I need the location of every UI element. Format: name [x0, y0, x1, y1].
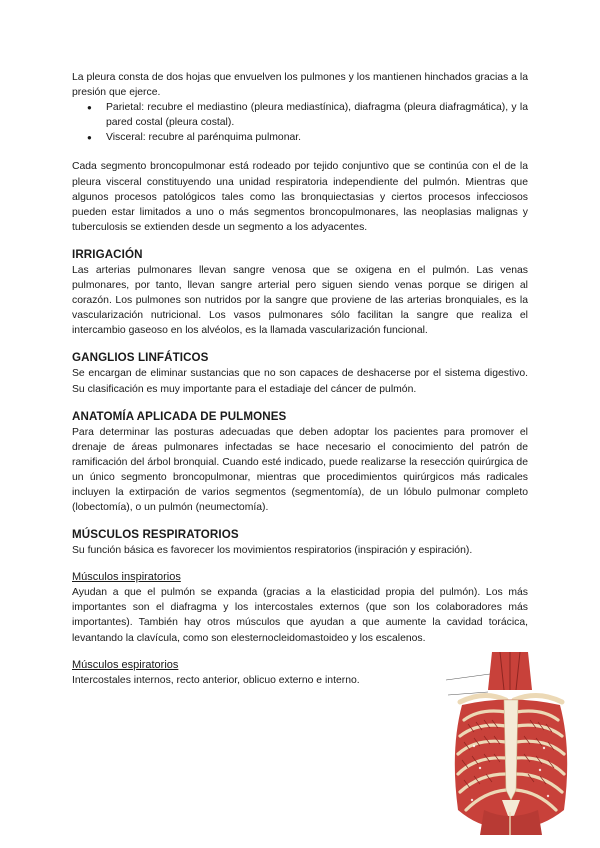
thorax-muscles-illustration [444, 650, 576, 835]
musculos-paragraph: Su función básica es favorecer los movimientos respiratorios (inspiración y espiración). [72, 545, 473, 557]
label-leader-lines [446, 674, 490, 695]
ganglios-paragraph: Se encargan de eliminar sustancias que no son capaces de deshacerse por el sistema digestivo. Su clasificación es muy importante para el estadiaje del cáncer de pulmón. [72, 368, 528, 395]
irrigacion-paragraph: Las arterias pulmonares llevan sangre venosa que se oxigena en el pulmón. Las venas pulmonares, por tanto, llevan sangre arterial pero siguen siendo venas porque se dirigen al corazón. Los pulmones son nutridos por la sangre que proviene de las arterias bronquiales, es la vascularización nutricional. Los vasos pulmonares sólo facilitan la sangre que realiza el intercambio gaseoso en los alvéolos, es la llamada vascularización funcional. [72, 264, 528, 337]
musculos-heading: MÚSCULOS RESPIRATORIOS [72, 528, 239, 542]
espiratorios-subheading: Músculos espiratorios [72, 658, 179, 671]
ganglios-heading: GANGLIOS LINFÁTICOS [72, 351, 209, 365]
list-item: ● Parietal: recubre el mediastino (pleura mediastínica), diafragma (pleura diafragmática), y la pared costal (pleura costal). [72, 100, 528, 130]
pleura-intro-paragraph: La pleura consta de dos hojas que envuelven los pulmones y los mantienen hinchados gracias a la presión que ejerce. [72, 72, 528, 99]
espiratorios-paragraph: Intercostales internos, recto anterior, oblicuo externo e interno. [72, 674, 360, 686]
irrigacion-heading: IRRIGACIÓN [72, 247, 143, 261]
anatomia-heading: ANATOMÍA APLICADA DE PULMONES [72, 409, 287, 423]
pleura-bullet-list [72, 100, 528, 145]
list-item: ● Visceral: recubre al parénquima pulmonar. [72, 130, 528, 145]
spacer [72, 145, 528, 159]
document-page [72, 70, 528, 688]
sternum [504, 700, 518, 800]
anatomia-paragraph: Para determinar las posturas adecuadas que deben adoptar los pacientes para promover el drenaje de áreas pulmonares infectadas se hace necesario el conocimiento del patrón de ramificación del árbol bronquial. Cuando esté indicado, puede realizarse la resección quirúrgica de un único segmento broncopulmonar, mientras que procedimientos quirúrgicos más radicales incluyen la extirpación de varios segmentos (segmentomía), de un lóbulo pulmonar completo (lobectomía), o un pulmón (neumectomía). [72, 426, 528, 514]
inspiratorios-subheading: Músculos inspiratorios [72, 571, 181, 584]
segment-paragraph: Cada segmento broncopulmonar está rodeado por tejido conjuntivo que se continúa con el de la pleura visceral constituyendo una unidad respiratoria independiente del pulmón. Mientras que algunos procesos patológicos tales como las bronquiectasias y ciertos procesos infecciosos pueden estar limitados a uno o más segmentos broncopulmonares, las neoplasias malignas y tuberculosis se extienden desde un segmento a los adyacentes. [72, 161, 528, 233]
inspiratorios-paragraph: Ayudan a que el pulmón se expanda (gracias a la elasticidad propia del pulmón). Los más importantes son el diafragma y los intercostales externos (que son los colaboradores más importantes). También hay otros músculos que ayudan a que aumente la cavidad torácica, levantando la clavícula, como son elesternocleidomastoideo y los escalenos. [72, 587, 528, 644]
